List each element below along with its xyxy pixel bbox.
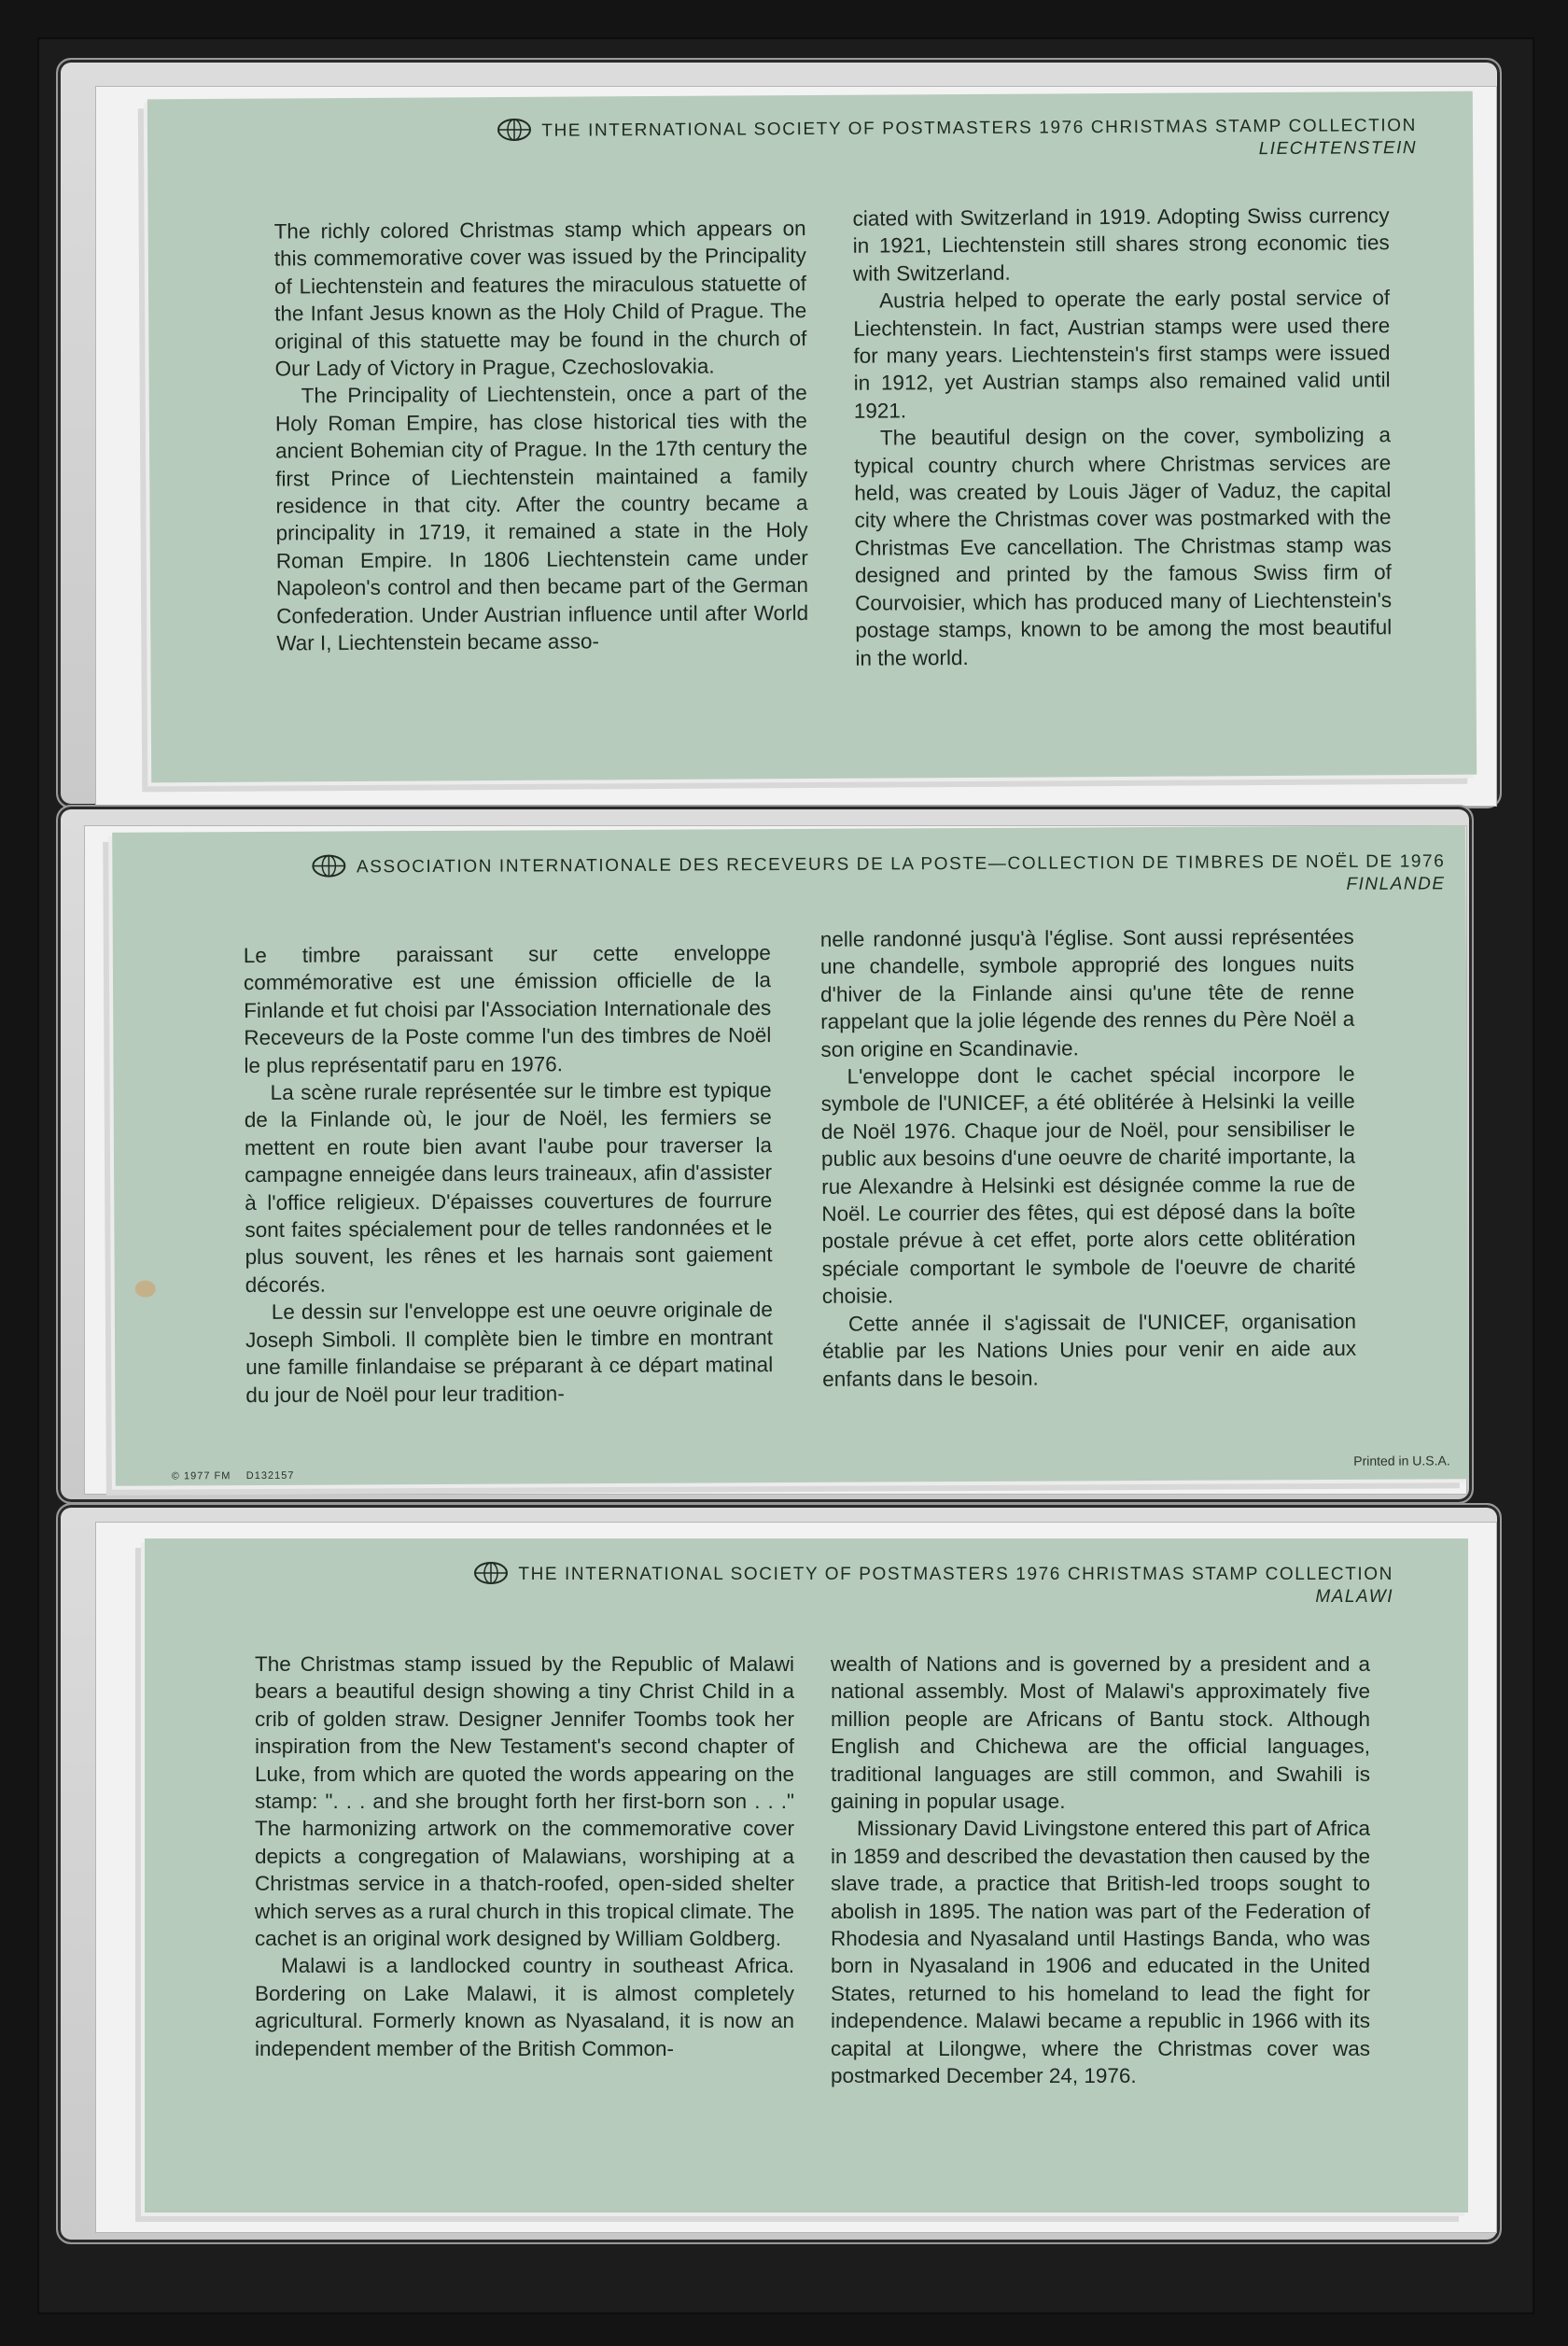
globe-logo-icon: [497, 118, 532, 142]
copyright-note: © 1977 FM: [171, 1470, 231, 1482]
paragraph: wealth of Nations and is governed by a president and a national assembly. Most of Malawi's approximately five million people are Africans of Bantu stock. Although English and Chichewa are the official languages, traditional languages are still common, and Swahili is gaining in popular usage.: [831, 1652, 1370, 1814]
card-country: MALAWI: [1315, 1587, 1393, 1607]
paragraph: The Principality of Liechtenstein, once a part of the Holy Roman Empire, has close historical ties with the ancient Bohemian city of Prague. In the 17th century the first Prince of Liechtenstein maintained a family residence in that city. After the country became a principality in 1719, it remained a state in the Holy Roman Empire. In 1806 Liechtenstein came under Napoleon's control and then became part of the German Confederation. Under Austrian influence until after World War I, Liechtenstein became asso-: [274, 381, 809, 655]
paragraph: Malawi is a landlocked country in southeast Africa. Bordering on Lake Malawi, it is almost completely agricultural. Formerly known as Nyasaland, it is now an independent member of the British Common-: [255, 1954, 794, 2060]
text-column-right: [852, 202, 1392, 671]
paragraph: Missionary David Livingstone entered this part of Africa in 1859 and described the devastation then caused by the slave trade, a practice that British-led troops sought to abolish in 1895. The nation was part of the Federation of Rhodesia and Nyasaland until Hastings Banda, who was born in Nyasaland in 1906 and educated in the United States, returned to his homeland to lead the fight for independence. Malawi became a republic in 1966 with its capital at Lilongwe, where the Christmas cover was postmarked December 24, 1976.: [831, 1817, 1370, 2088]
paragraph: ciated with Switzerland in 1919. Adopting Swiss currency in 1921, Liechtenstein still shares strong economic ties with Switzerland.: [852, 204, 1390, 286]
paragraph: The richly colored Christmas stamp which appears on this commemorative cover was issued by the Principality of Liechtenstein and features the miraculous statuette of the Infant Jesus known as the Holy Child of Prague. The original of this statuette may be found in the church of Our Lady of Victory in Prague, Czechoslovakia.: [273, 217, 807, 381]
card-header: [473, 1561, 1393, 1608]
paragraph: Austria helped to operate the early postal service of Liechtenstein. In fact, Austrian stamps were used there for many years. Liechtenstein's first stamps were issued in 1912, yet Austrian stamps also remained valid until 1921.: [853, 286, 1391, 423]
text-column-left: [274, 215, 809, 657]
globe-logo-icon: [473, 1561, 509, 1585]
card-country: LIECHTENSTEIN: [1258, 138, 1418, 160]
card-title: ASSOCIATION INTERNATIONALE DES RECEVEURS DE LA POSTE—COLLECTION DE TIMBRES DE NOËL DE 1976: [356, 851, 1446, 878]
paragraph: La scène rurale représentée sur le timbre est typique de la Finlande où, le jour de Noël, les fermiers se mettent en route bien avant l'aube pour traverser la campagne enneigée dans leurs traineaux, afin d'assister à l'office religieux. D'épaisses couvertures de fourrure sont faites spécialement pour de telles randonnées et le plus souvent, les rênes et les harnais sont gaiement décorés.: [244, 1078, 773, 1297]
card-code: D132157: [245, 1469, 295, 1482]
card-liechtenstein: [147, 91, 1477, 783]
card-malawi: [145, 1538, 1468, 2213]
card-country: FINLANDE: [1346, 874, 1446, 894]
text-column-left: [255, 1651, 794, 2062]
paragraph: Cette année il s'agissait de l'UNICEF, organisation établie par les Nations Unies pour venir en aide aux enfants dans le besoin.: [822, 1309, 1357, 1391]
stain-mark: [135, 1281, 156, 1298]
card-header: [497, 112, 1417, 164]
paragraph: The Christmas stamp issued by the Republic of Malawi bears a beautiful design showing a tiny Christ Child in a crib of golden straw. Designer Jennifer Toombs took her inspiration from the New Testament's second chapter of Luke, from which are quoted the words appearing on the stamp: ". . . and she brought forth her first-born son . . ." The harmonizing artwork on the commemorative cover depicts a congregation of Malawians, worshiping at a Christmas service in a thatch-roofed, open-sided shelter which serves as a rural church in this tropical climate. The cachet is an original work designed by William Goldberg.: [255, 1652, 794, 1951]
printed-in-note: Printed in U.S.A.: [1353, 1453, 1450, 1468]
card-finlande: [112, 825, 1469, 1486]
text-column-right: [831, 1651, 1370, 2090]
card-title: THE INTERNATIONAL SOCIETY OF POSTMASTERS 1976 CHRISTMAS STAMP COLLECTION: [518, 1565, 1393, 1584]
globe-logo-icon: [311, 853, 346, 878]
paragraph: nelle randonné jusqu'à l'église. Sont aussi représentées une chandelle, symbole approprié des longues nuits d'hiver de la Finlande ainsi qu'une tête de renne rappelant que la jolie légende des rennes du Père Noël a son origine en Scandinavie.: [819, 924, 1355, 1061]
card-header: [311, 848, 1445, 900]
paragraph: L'enveloppe dont le cachet spécial incorpore le symbole de l'UNICEF, a été oblitérée à Helsinki la veille de Noël 1976. Chaque jour de Noël, pour sensibiliser le public aux besoins d'une oeuvre de charité importante, la rue Alexandre à Helsinki est désignée comme la rue de Noël. Le courrier des fêtes, qui est déposé dans la boîte postale prévue à cet effet, porte alors cette oblitération spéciale comportant le symbole de l'oeuvre de charité choisie.: [820, 1061, 1356, 1309]
paragraph: Le timbre paraissant sur cette enveloppe commémorative est une émission officielle de la Finlande et fut choisi par l'Association Internationale des Receveurs de la Poste comme l'un des timbres de Noël le plus représentatif paru en 1976.: [243, 941, 772, 1077]
text-column-right: [820, 923, 1357, 1393]
paragraph: Le dessin sur l'enveloppe est une oeuvre originale de Joseph Simboli. Il complète bien le timbre en montrant une famille finlandaise se préparant à ce départ matinal du jour de Noël pour leur tradition-: [245, 1298, 774, 1407]
text-column-left: [244, 939, 774, 1409]
paragraph: The beautiful design on the cover, symbolizing a typical country church where Christmas services are held, was created by Louis Jäger of Vaduz, the capital city where the Christmas cover was postmarked with the Christmas Eve cancellation. The Christmas stamp was designed and printed by the famous Swiss firm of Courvoisier, which has produced many of Liechtenstein's postage stamps, known to be among the most beautiful in the world.: [854, 423, 1393, 670]
card-title: THE INTERNATIONAL SOCIETY OF POSTMASTERS 1976 CHRISTMAS STAMP COLLECTION: [541, 116, 1418, 141]
